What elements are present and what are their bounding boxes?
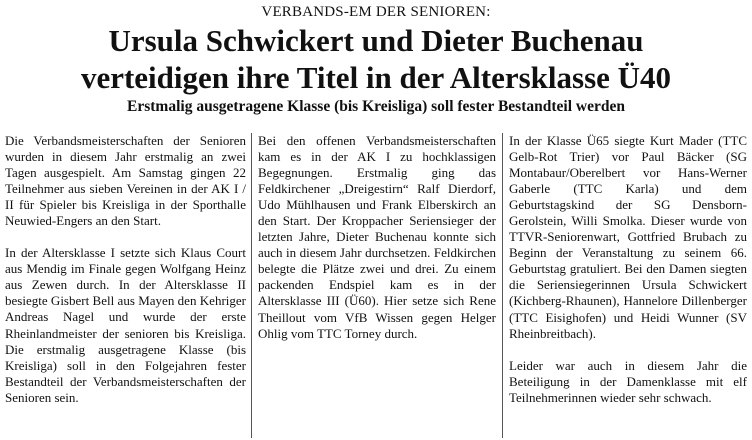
paragraph: In der Altersklasse I setzte sich Klaus Court aus Mendig im Finale gegen Wolfgang Heinz aus Zewen durch. In der Altersklasse II besiegte Gisbert Bell aus Mayen den Kehriger Andreas Nagel und wurde der erste Rheinlandmeister der senioren bis Kreisliga. Die erstmalig ausgetragene Klasse (bis Kreisliga) soll in den Folgejahren fester Bestandteil der Verbandsmeisterschaften der Senioren sein. [5, 245, 246, 405]
subheadline: Erstmalig ausgetragene Klasse (bis Kreisliga) soll fester Bestandteil werden [127, 98, 625, 115]
column-divider [502, 133, 503, 438]
headline [0, 22, 752, 96]
paragraph: Leider war auch in diesem Jahr die Beteiligung in der Damenklasse mit elf Teilnehmerinnen wieder sehr schwach. [509, 357, 747, 405]
article-column-1 [5, 133, 246, 406]
paragraph: Bei den offenen Verbandsmeisterschaften kam es in der AK I zu hochklassigen Begegnungen. Erstmalig ging das Feldkirchener „Dreigestirn“ Ralf Dierdorf, Udo Mühlhausen und Frank Elberskirch an den Start. Der Kroppacher Seriensieger der letzten Jahre, Dieter Buchenau konnte sich auch in diesem Jahr durchsetzen. Feldkirchen belegte die Plätze zwei und drei. Zu einem packenden Endspiel kam es in der Altersklasse III (Ü60). Hier setze sich Rene Theillout vom VfB Wissen gegen Helger Ohlig vom TTC Torney durch. [258, 133, 496, 341]
article-column-3 [509, 133, 747, 406]
paragraph: Die Verbandsmeisterschaften der Senioren wurden in diesem Jahr erstmalig an zwei Tagen ausgespielt. Am Samstag gingen 22 Teilnehmer aus sieben Vereinen in der AK I / II für Spieler bis Kreisliga in der Sporthalle Neuwied-Engers an den Start. [5, 133, 246, 229]
headline-line-2: verteidigen ihre Titel in der Altersklasse Ü40 [80, 60, 672, 95]
paragraph: In der Klasse Ü65 siegte Kurt Mader (TTC Gelb-Rot Trier) vor Paul Bäcker (SG Montabaur/Oberelbert vor Hans-Werner Gaberle (TTC Karla) und dem Geburtstagskind der SG Densborn-Gerolstein, Willi Smolka. Dieser wurde von TTVR-Seniorenwart, Gottfried Brubach zu Beginn der Veranstaltung zu seinem 66. Geburtstag gratuliert. Bei den Damen siegten die Seriensiegerinnen Ursula Schwickert (Kichberg-Rhaunen), Hannelore Dillenberger (TTC Eisighofen) und Heidi Wunner (SV Rheinbreitbach). [509, 133, 747, 341]
headline-line-1: Ursula Schwickert und Dieter Buchenau [108, 23, 644, 58]
column-divider [251, 133, 252, 438]
kicker: VERBANDS-EM DER SENIOREN: [261, 4, 491, 20]
article-column-2 [258, 133, 496, 342]
